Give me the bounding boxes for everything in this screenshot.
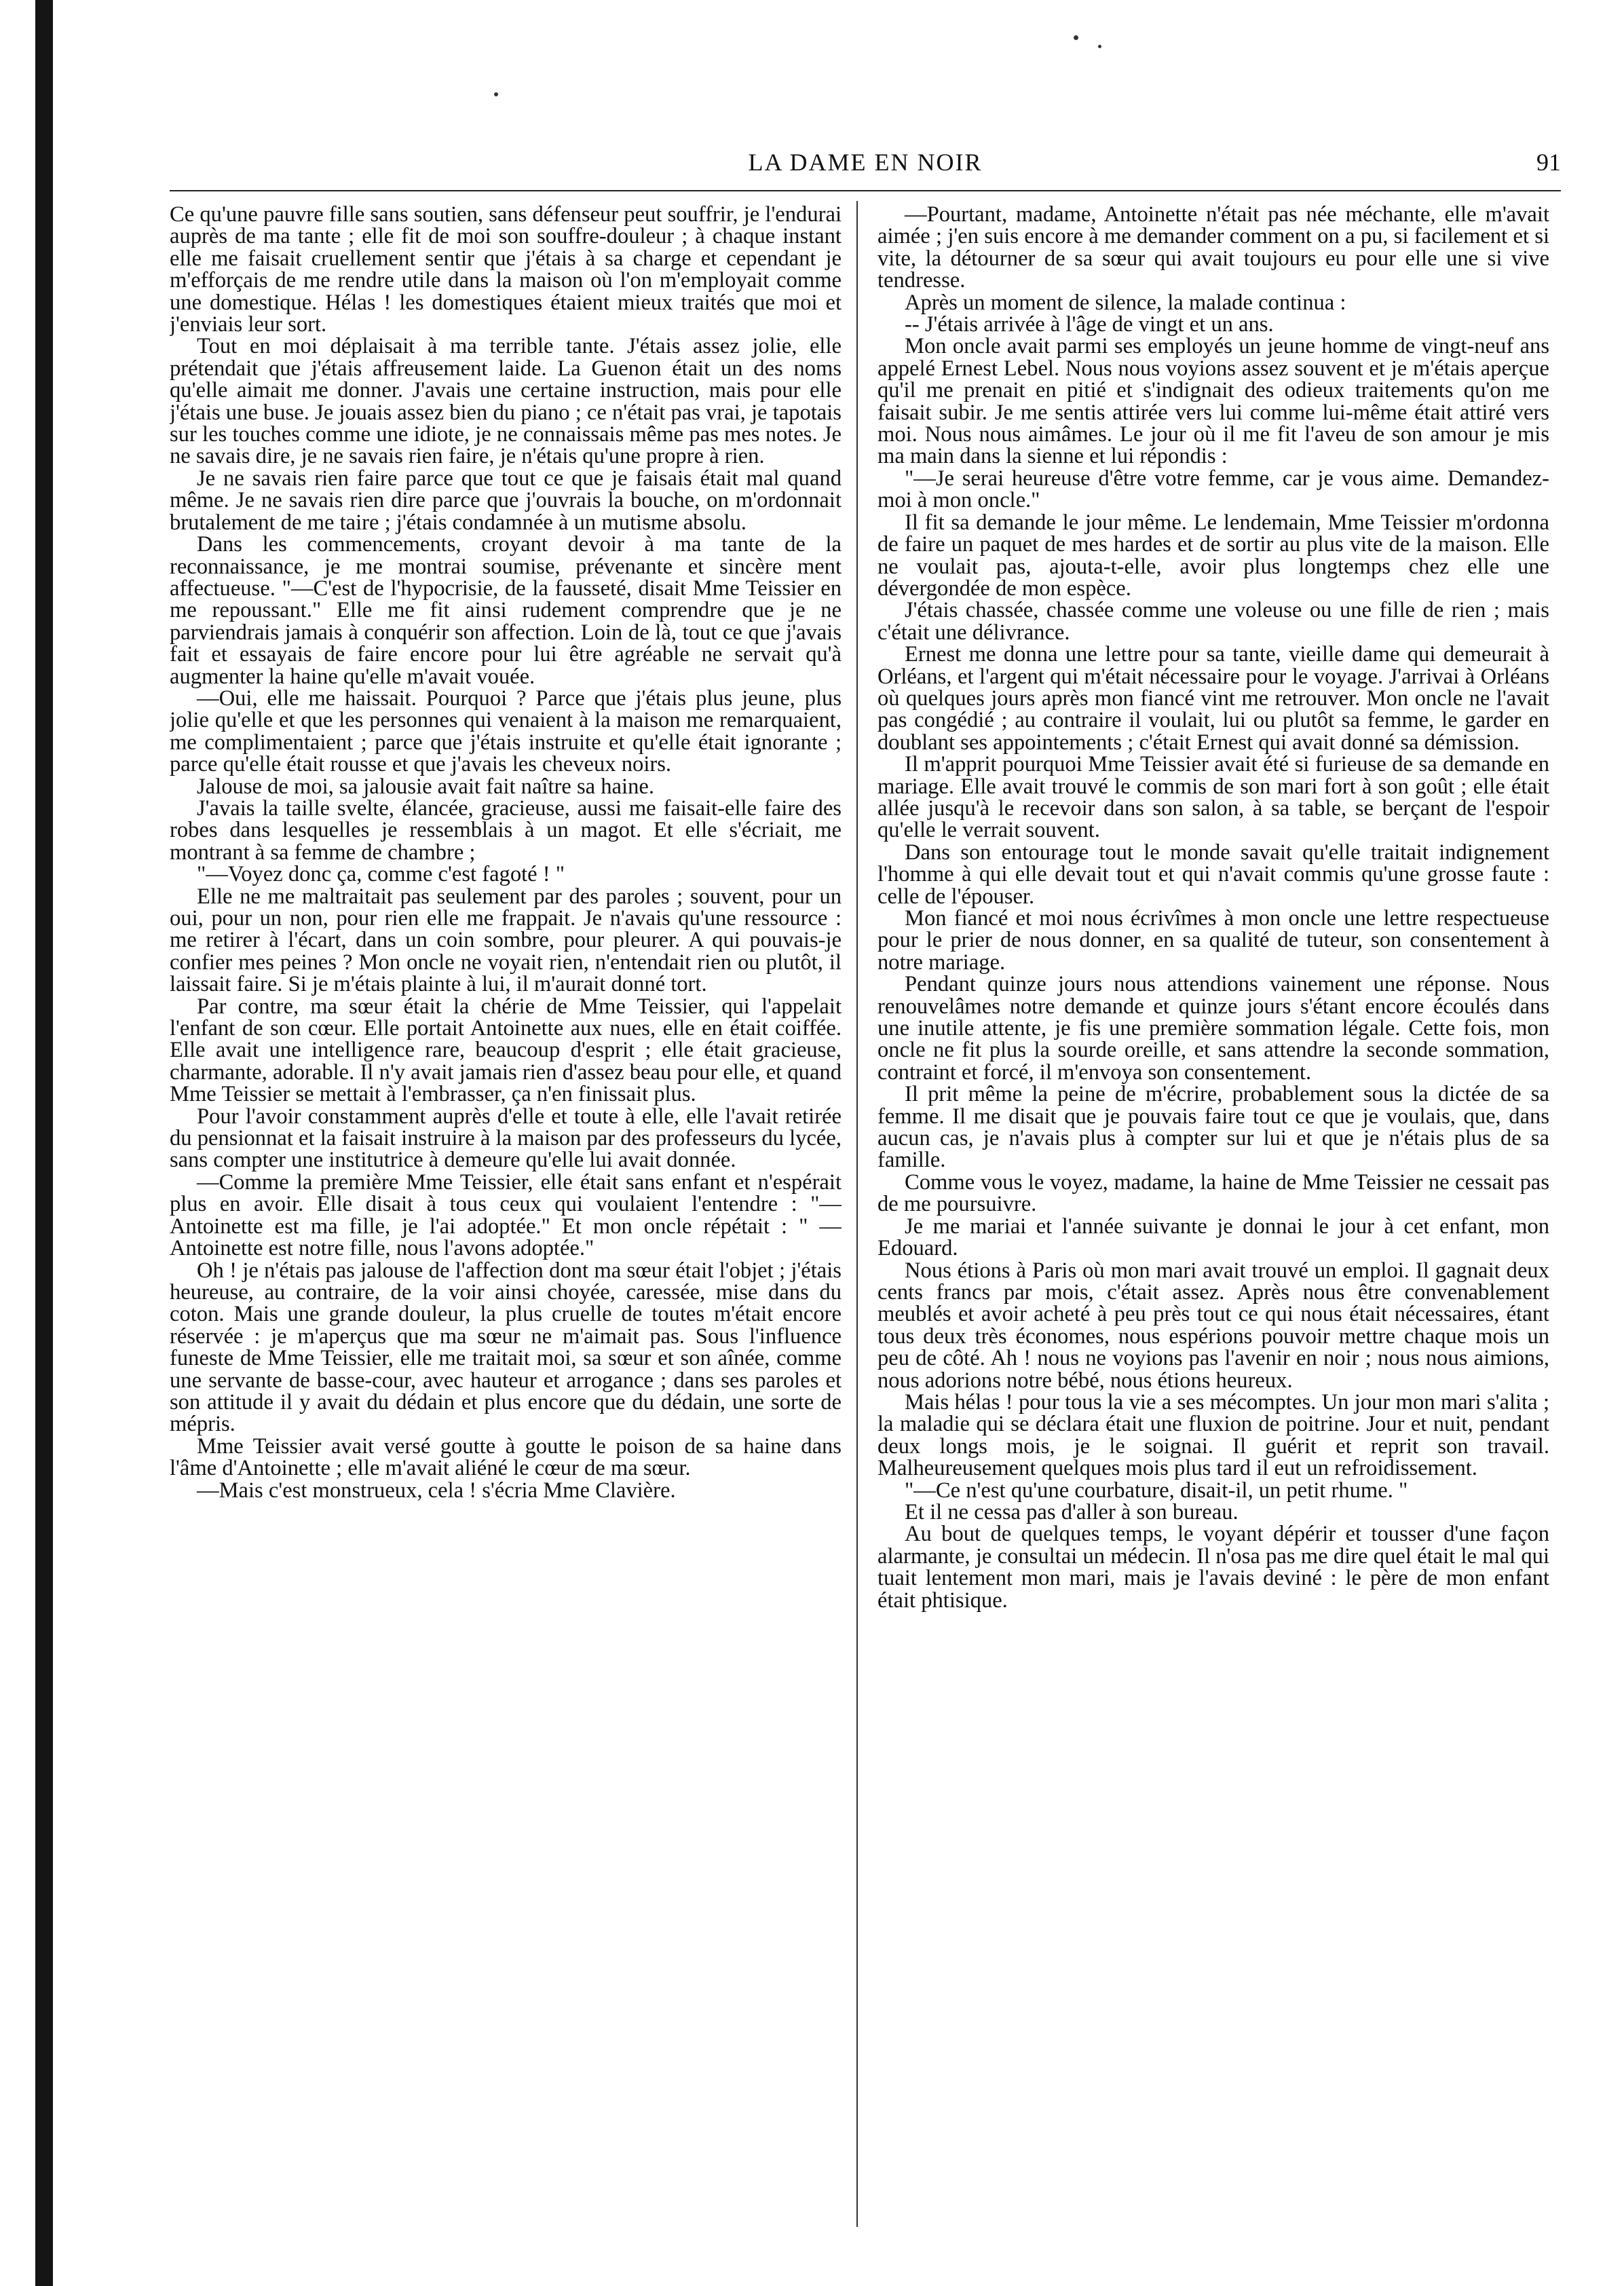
paragraph: Ce qu'une pauvre fille sans soutien, sans défenseur peut souffrir, je l'endurai auprès de ma tante ; elle fit de moi son souffre-douleur ; à chaque instant elle me faisait cruellement sentir que j'étais à sa charge et cependant je m'efforçais de me rendre utile dans la maison où l'on m'employait comme une domestique. Hélas ! les domestiques étaient mieux traités que moi et j'enviais leur sort. xyxy=(170,204,842,337)
paragraph: Tout en moi déplaisait à ma terrible tante. J'étais assez jolie, elle prétendait que j'étais affreusement laide. La Guenon était un des noms qu'elle aimait me donner. J'avais une certaine instruction, mais pour elle j'étais une buse. Je jouais assez bien du piano ; ce n'était pas vrai, je tapotais sur les touches comme une idiote, je ne connaissais même pas mes notes. Je ne savais dire, je ne savais rien faire, je n'étais qu'une propre à rien. xyxy=(170,334,842,469)
paragraph: Et il ne cessa pas d'aller à son bureau. xyxy=(905,1499,1239,1524)
scan-speck xyxy=(494,92,498,96)
paragraph: Pour l'avoir constamment auprès d'elle et toute à elle, elle l'avait retirée du pensionnat et la faisait instruire à la maison par des professeurs du lycée, sans compter une institutrice à demeure qu'elle lui avait donnée. xyxy=(170,1104,842,1173)
page-header xyxy=(170,148,1561,189)
scan-speck xyxy=(1074,35,1078,40)
paragraph: —Oui, elle me haissait. Pourquoi ? Parce que j'étais plus jeune, plus jolie qu'elle et que les personnes qui venaient à la maison me remarquaient, me complimentaient ; parce que j'étais instruite et qu'elle était ignorante ; parce qu'elle était rousse et que j'avais les cheveux noirs. xyxy=(170,686,842,777)
scan-speck xyxy=(1098,45,1101,48)
paragraph: Mon fiancé et moi nous écrivîmes à mon oncle une lettre respectueuse pour le prier de nous donner, en sa qualité de tuteur, son consentement à notre mariage. xyxy=(877,906,1549,975)
paragraph: -- J'étais arrivée à l'âge de vingt et un ans. xyxy=(905,312,1274,337)
paragraph: "—Voyez donc ça, comme c'est fagoté ! " xyxy=(197,862,565,887)
paragraph: Pendant quinze jours nous attendions vainement une réponse. Nous renouvelâmes notre demande et quinze jours s'étant encore écoulés dans une inutile attente, je fis une première sommation légale. Cette fois, mon oncle ne fit plus la sourde oreille, et sans attendre la seconde sommation, contraint et forcé, il m'envoya son consentement. xyxy=(877,972,1549,1085)
paragraph: Il m'apprit pourquoi Mme Teissier avait été si furieuse de sa demande en mariage. Elle avait trouvé le commis de son mari fort à son goût ; elle était allée jusqu'à le recevoir dans son salon, à sa table, se berçant de l'espoir qu'elle le verrait souvent. xyxy=(877,752,1549,843)
paragraph: Je me mariai et l'année suivante je donnai le jour à cet enfant, mon Edouard. xyxy=(877,1214,1549,1261)
paragraph: —Pourtant, madame, Antoinette n'était pas née méchante, elle m'avait aimée ; j'en suis encore à me demander comment on a pu, si facilement et si vite, la détourner de sa sœur qui avait toujours eu pour elle une si vive tendresse. xyxy=(877,204,1549,293)
paragraph: Je ne savais rien faire parce que tout ce que je faisais était mal quand même. Je ne savais rien dire parce que j'ouvrais la bouche, on m'ordonnait brutalement de me taire ; j'étais condamnée à un mutisme absolu. xyxy=(170,466,842,535)
paragraph: —Comme la première Mme Teissier, elle était sans enfant et n'espérait plus en avoir. Elle disait à tous ceux qui voulaient l'entendre : "—Antoinette est ma fille, je l'ai adoptée." Et mon oncle répétait : " — Antoinette est notre fille, nous l'avons adoptée." xyxy=(170,1169,842,1261)
paragraph: Mon oncle avait parmi ses employés un jeune homme de vingt-neuf ans appelé Ernest Lebel. Nous nous voyions assez souvent et je m'étais aperçue qu'il me prenait en pitié et s'indignait des odieux traitements qu'on me faisait subir. Je me sentis attirée vers lui comme lui-même était attiré vers moi. Nous nous aimâmes. Le jour où il me fit l'aveu de son amour je mis ma main dans la sienne et lui répondis : xyxy=(877,334,1549,469)
paragraph: —Mais c'est monstrueux, cela ! s'écria Mme Clavière. xyxy=(197,1478,676,1503)
paragraph: Elle ne me maltraitait pas seulement par des paroles ; souvent, pour un oui, pour un non, pour rien elle me frappait. Je n'avais qu'une ressource : me retirer à l'écart, dans un coin sombre, pour pleurer. A qui pouvais-je confier mes peines ? Mon oncle ne voyait rien, n'entendait rien ou plutôt, il laissait faire. Si je m'étais plainte à lui, il m'aurait donné tort. xyxy=(170,884,842,997)
paragraph: Il prit même la peine de m'écrire, probablement sous la dictée de sa femme. Il me disait que je pouvais faire tout ce que je voulais, que, dans aucun cas, je n'avais plus à compter sur lui et que je n'étais plus de sa famille. xyxy=(877,1082,1549,1173)
paragraph: Mais hélas ! pour tous la vie a ses mécomptes. Un jour mon mari s'alita ; la maladie qui se déclara était une fluxion de poitrine. Jour et nuit, pendant deux longs mois, je le soignai. Il guérit et reprit son travail. Malheureusement quelques mois plus tard il eut un refroidissement. xyxy=(877,1389,1549,1481)
paragraph: J'avais la taille svelte, élancée, gracieuse, aussi me faisait-elle faire des robes dans lesquelles je ressemblais à un magot. Et elle s'écriait, me montrant à sa femme de chambre ; xyxy=(170,795,842,865)
page-number: 91 xyxy=(1536,149,1561,176)
paragraph: Nous étions à Paris où mon mari avait trouvé un emploi. Il gagnait deux cents francs par mois, c'était assez. Après nous être convenablement meublés et avoir acheté à peu près tout ce qui nous était nécessaires, étant tous deux très économes, nous espérions pouvoir mettre chaque mois un peu de côté. Ah ! nous ne voyions pas l'avenir en noir ; nous nous aimions, nous adorions notre bébé, nous étions heureux. xyxy=(877,1258,1549,1393)
paragraph: Comme vous le voyez, madame, la haine de Mme Teissier ne cessait pas de me poursuivre. xyxy=(877,1169,1549,1217)
paragraph: J'étais chassée, chassée comme une voleuse ou une fille de rien ; mais c'était une délivrance. xyxy=(877,598,1549,645)
paragraph: "—Ce n'est qu'une courbature, disait-il, un petit rhume. " xyxy=(905,1478,1408,1503)
running-title: LA DAME EN NOIR xyxy=(748,149,983,176)
right-text-column xyxy=(877,204,1549,2226)
left-text-column xyxy=(170,204,842,2226)
paragraph: Par contre, ma sœur était la chérie de Mme Teissier, qui l'appelait l'enfant de son cœur. Elle portait Antoinette aux nues, elle en était coiffée. Elle avait une intelligence rare, beaucoup d'esprit ; elle était gracieuse, charmante, adorable. Il n'y avait jamais rien d'assez beau pour elle, et quand Mme Teissier se mettait à l'embrasser, ça n'en finissait plus. xyxy=(170,994,842,1107)
paragraph: Dans son entourage tout le monde savait qu'elle traitait indignement l'homme à qui elle devait tout et qui n'avait commis qu'une grosse faute : celle de l'épouser. xyxy=(877,840,1549,909)
paragraph: Dans les commencements, croyant devoir à ma tante de la reconnaissance, je me montrai soumise, prévenante et sincère ment affectueuse. "—C'est de l'hypocrisie, de la fausseté, disait Mme Teissier en me repoussant." Elle me fit ainsi rudement comprendre que je ne parviendrais jamais à conquérir son affection. Loin de là, tout ce que j'avais fait et essayais de faire encore pour lui être agréable ne servait qu'à augmenter la haine qu'elle m'avait vouée. xyxy=(170,532,842,689)
paragraph: Mme Teissier avait versé goutte à goutte le poison de sa haine dans l'âme d'Antoinette ; elle m'avait aliéné le cœur de ma sœur. xyxy=(170,1434,842,1481)
paragraph: "—Je serai heureuse d'être votre femme, car je vous aime. Demandez-moi à mon oncle." xyxy=(877,466,1549,513)
paragraph: Jalouse de moi, sa jalousie avait fait naître sa haine. xyxy=(197,774,654,799)
scan-margin-bar xyxy=(35,0,53,2286)
paragraph: Il fit sa demande le jour même. Le lendemain, Mme Teissier m'ordonna de faire un paquet de mes hardes et de sortir au plus vite de la maison. Elle ne voulait pas, ajouta-t-elle, avoir plus longtemps chez elle une dévergondée de mon espèce. xyxy=(877,510,1549,601)
paragraph: Après un moment de silence, la malade continua : xyxy=(905,290,1346,315)
paragraph: Ernest me donna une lettre pour sa tante, vieille dame qui demeurait à Orléans, et l'argent qui m'était nécessaire pour le voyage. J'arrivai à Orléans où quelques jours après mon fiancé vint me retrouver. Mon oncle ne l'avait pas congédié ; au contraire il voulait, lui ou plutôt sa femme, le garder en doublant ses appointements ; c'était Ernest qui avait donné sa démission. xyxy=(877,642,1549,755)
paragraph: Au bout de quelques temps, le voyant dépérir et tousser d'une façon alarmante, je consultai un médecin. Il n'osa pas me dire quel était le mal qui tuait lentement mon mari, mais je l'avais deviné : le père de mon enfant était phtisique. xyxy=(877,1522,1549,1613)
paragraph: Oh ! je n'étais pas jalouse de l'affection dont ma sœur était l'objet ; j'étais heureuse, au contraire, de la voir ainsi choyée, caressée, mise dans du coton. Mais une grande douleur, la plus cruelle de toutes m'était encore réservée : je m'aperçus que ma sœur ne m'aimait pas. Sous l'influence funeste de Mme Teissier, elle me traitait moi, sa sœur et son aînée, comme une servante de basse-cour, avec hauteur et arrogance ; dans ses paroles et son attitude il y avait du dédain et plus encore que du dédain, une sorte de mépris. xyxy=(170,1258,842,1437)
column-divider xyxy=(856,201,858,2227)
header-rule xyxy=(170,190,1561,191)
